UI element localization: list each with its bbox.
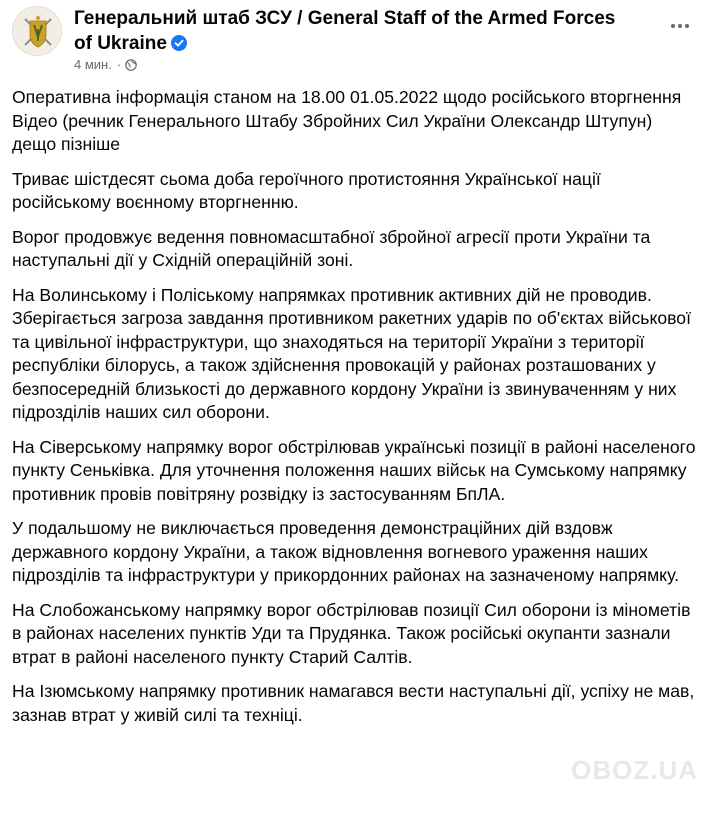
post-paragraph-1: Оперативна інформація станом на 18.00 01.05.2022 щодо російського вторгнення Відео (речник Генерального Штабу Збройних Сил України Олександр Штупун) дещо пізніше <box>12 87 682 154</box>
post-timestamp[interactable]: 4 мин. <box>74 57 112 72</box>
post-paragraph-8: На Ізюмському напрямку противник намагався вести наступальні дії, успіху не мав, зазнав втрат у живій силі та техніці. <box>12 681 695 725</box>
post-paragraph-7: На Слобожанському напрямку ворог обстрілював позиції Сил оборони із мінометів в районах населених пунктів Уди та Прудянка. Також російські окупанти зазнали втрат в районі населеного пункту Старий Салтів. <box>12 599 691 667</box>
post-paragraph-5: На Сіверському напрямку ворог обстрілював українські позиції в районі населеного пункту Сеньківка. Для уточнення положення наших військ на Сумському напрямку противник провів повітряну розвідку із застосуванням БпЛА. <box>12 436 696 504</box>
more-options-button[interactable] <box>662 8 698 44</box>
meta-separator: · <box>116 57 122 72</box>
post-header <box>12 6 700 76</box>
post-meta <box>74 57 137 73</box>
verified-badge-icon <box>171 35 187 51</box>
page-avatar[interactable] <box>12 6 62 56</box>
more-options-icon-dot <box>685 24 689 28</box>
post-paragraph-4: На Волинському і Поліському напрямках противник активних дій не проводив. Зберігається загроза завдання противником ракетних ударів по об'єктах військової та цивільної інфраструктури, що знаходяться на території України з території республіки білорусь, а також здійснення провокацій у районах розташованих у безпосередній близькості до державного кордону України із звинуваченням у них підрозділів наших сил оборони. <box>12 284 691 422</box>
post-paragraph-2: Триває шістдесят сьома доба героїчного протистояння Української нації російському воєнному вторгненню. <box>12 168 601 212</box>
more-options-icon-dot <box>671 24 675 28</box>
general-staff-emblem-icon <box>13 7 62 56</box>
more-options-icon-dot <box>678 24 682 28</box>
globe-icon[interactable] <box>125 59 137 71</box>
post-body <box>12 86 700 738</box>
post-paragraph-3: Ворог продовжує ведення повномасштабної збройної агресії проти України та наступальні дії у Східній операційній зоні. <box>12 226 651 270</box>
watermark: OBOZ.UA <box>571 755 698 785</box>
page-name-link[interactable] <box>74 6 634 56</box>
page-name[interactable]: Генеральний штаб ЗСУ / General Staff of the Armed Forces of Ukraine <box>74 8 616 54</box>
post-paragraph-6: У подальшому не виключається проведення демонстраційних дій вздовж державного кордону України, а також відновлення вогневого ураження наших підрозділів та інфраструктури у прикордонних районах на зазначеному напрямку. <box>12 518 679 585</box>
